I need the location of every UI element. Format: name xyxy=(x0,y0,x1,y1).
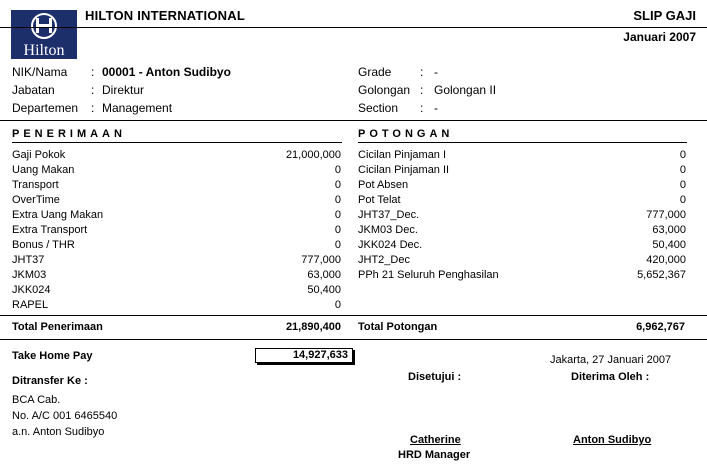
list-item xyxy=(358,148,686,163)
item-label: Gaji Pokok xyxy=(12,149,66,161)
list-item xyxy=(12,253,341,268)
bank-name: BCA Cab. xyxy=(12,394,61,406)
item-value: 5,652,367 xyxy=(637,269,686,281)
colon: : xyxy=(91,65,95,79)
golongan-value: Golongan II xyxy=(434,83,497,97)
hilton-logo xyxy=(11,10,77,59)
item-label: Pot Telat xyxy=(358,194,401,206)
logo-text: Hilton xyxy=(23,42,65,59)
approved-label: Disetujui : xyxy=(408,371,462,383)
list-item xyxy=(12,178,341,193)
total-potongan-value: 6,962,767 xyxy=(636,321,685,333)
item-value: 63,000 xyxy=(652,224,686,236)
item-value: 0 xyxy=(679,194,686,206)
item-value: 0 xyxy=(679,164,686,176)
item-label: JKK024 Dec. xyxy=(358,239,423,251)
item-value: 0 xyxy=(334,194,341,206)
item-label: JKK024 xyxy=(12,284,51,296)
item-label: Cicilan Pinjaman II xyxy=(358,164,450,176)
item-label: JHT37_Dec. xyxy=(358,209,420,221)
item-value: 0 xyxy=(334,239,341,251)
list-item xyxy=(12,223,341,238)
section-value: - xyxy=(434,101,438,115)
golongan-label: Golongan xyxy=(358,83,411,97)
list-item xyxy=(358,178,686,193)
info-divider xyxy=(0,120,707,121)
potongan-underline xyxy=(358,142,687,143)
totals-divider xyxy=(0,315,707,316)
item-label: OverTime xyxy=(12,194,60,206)
item-value: 63,000 xyxy=(307,269,341,281)
list-item xyxy=(358,208,686,223)
list-item xyxy=(358,238,686,253)
section-label: Section xyxy=(358,101,399,115)
item-value: 0 xyxy=(334,164,341,176)
take-home-value: 14,927,633 xyxy=(255,348,353,363)
colon: : xyxy=(91,83,95,97)
departemen-value: Management xyxy=(102,101,173,115)
item-label: Extra Uang Makan xyxy=(12,209,104,221)
colon: : xyxy=(420,83,424,97)
take-home-label: Take Home Pay xyxy=(12,350,93,362)
item-value: 21,000,000 xyxy=(285,149,341,161)
approver-title: HRD Manager xyxy=(398,449,471,461)
list-item xyxy=(358,193,686,208)
place-date: Jakarta, 27 Januari 2007 xyxy=(550,354,672,366)
account-name: a.n. Anton Sudibyo xyxy=(12,426,105,438)
account-number: No. A/C 001 6465540 xyxy=(12,410,118,422)
grade-value: - xyxy=(434,65,438,79)
list-item xyxy=(358,163,686,178)
nik-label: NIK/Nama xyxy=(12,65,68,79)
penerimaan-list xyxy=(12,148,341,313)
approver-name: Catherine xyxy=(410,434,461,446)
item-value: 777,000 xyxy=(646,209,686,221)
colon: : xyxy=(91,101,95,115)
header-divider xyxy=(0,27,707,28)
list-item xyxy=(12,283,341,298)
colon: : xyxy=(420,65,424,79)
item-label: Uang Makan xyxy=(12,164,75,176)
document-title: SLIP GAJI xyxy=(633,8,696,23)
list-item xyxy=(12,163,341,178)
received-label: Diterima Oleh : xyxy=(571,371,650,383)
item-value: 50,400 xyxy=(652,239,686,251)
item-label: Bonus / THR xyxy=(12,239,75,251)
list-item xyxy=(12,148,341,163)
nik-value: 00001 - Anton Sudibyo xyxy=(102,65,231,79)
departemen-label: Departemen xyxy=(12,101,79,115)
item-value: 0 xyxy=(679,149,686,161)
total-penerimaan-value: 21,890,400 xyxy=(285,321,341,333)
item-label: Extra Transport xyxy=(12,224,88,236)
list-item xyxy=(358,268,686,283)
item-value: 0 xyxy=(334,179,341,191)
item-label: JHT2_Dec xyxy=(358,254,410,266)
colon: : xyxy=(420,101,424,115)
item-label: Transport xyxy=(12,179,59,191)
item-label: RAPEL xyxy=(12,299,49,311)
item-value: 50,400 xyxy=(307,284,341,296)
receiver-name: Anton Sudibyo xyxy=(573,434,652,446)
jabatan-value: Direktur xyxy=(102,83,145,97)
item-label: JKM03 Dec. xyxy=(358,224,418,236)
item-value: 0 xyxy=(334,299,341,311)
company-name: HILTON INTERNATIONAL xyxy=(85,8,245,23)
transfer-label: Ditransfer Ke : xyxy=(12,375,88,387)
penerimaan-title: PENERIMAAN xyxy=(12,128,126,140)
list-item xyxy=(12,193,341,208)
potongan-title: POTONGAN xyxy=(358,128,454,140)
list-item xyxy=(12,208,341,223)
item-label: PPh 21 Seluruh Penghasilan xyxy=(358,269,499,281)
totals-bottom-divider xyxy=(0,339,707,340)
item-label: JHT37 xyxy=(12,254,45,266)
list-item xyxy=(12,298,341,313)
item-label: JKM03 xyxy=(12,269,47,281)
item-value: 0 xyxy=(334,224,341,236)
item-value: 420,000 xyxy=(646,254,686,266)
list-item xyxy=(358,223,686,238)
potongan-list xyxy=(358,148,686,283)
total-potongan-label: Total Potongan xyxy=(358,321,438,333)
pay-period: Januari 2007 xyxy=(623,30,696,44)
item-value: 0 xyxy=(334,209,341,221)
list-item xyxy=(358,253,686,268)
total-penerimaan-label: Total Penerimaan xyxy=(12,321,103,333)
list-item xyxy=(12,238,341,253)
list-item xyxy=(12,268,341,283)
jabatan-label: Jabatan xyxy=(12,83,55,97)
item-value: 0 xyxy=(679,179,686,191)
item-value: 777,000 xyxy=(301,254,341,266)
item-label: Pot Absen xyxy=(358,179,409,191)
item-label: Cicilan Pinjaman I xyxy=(358,149,447,161)
penerimaan-underline xyxy=(12,142,342,143)
grade-label: Grade xyxy=(358,65,392,79)
